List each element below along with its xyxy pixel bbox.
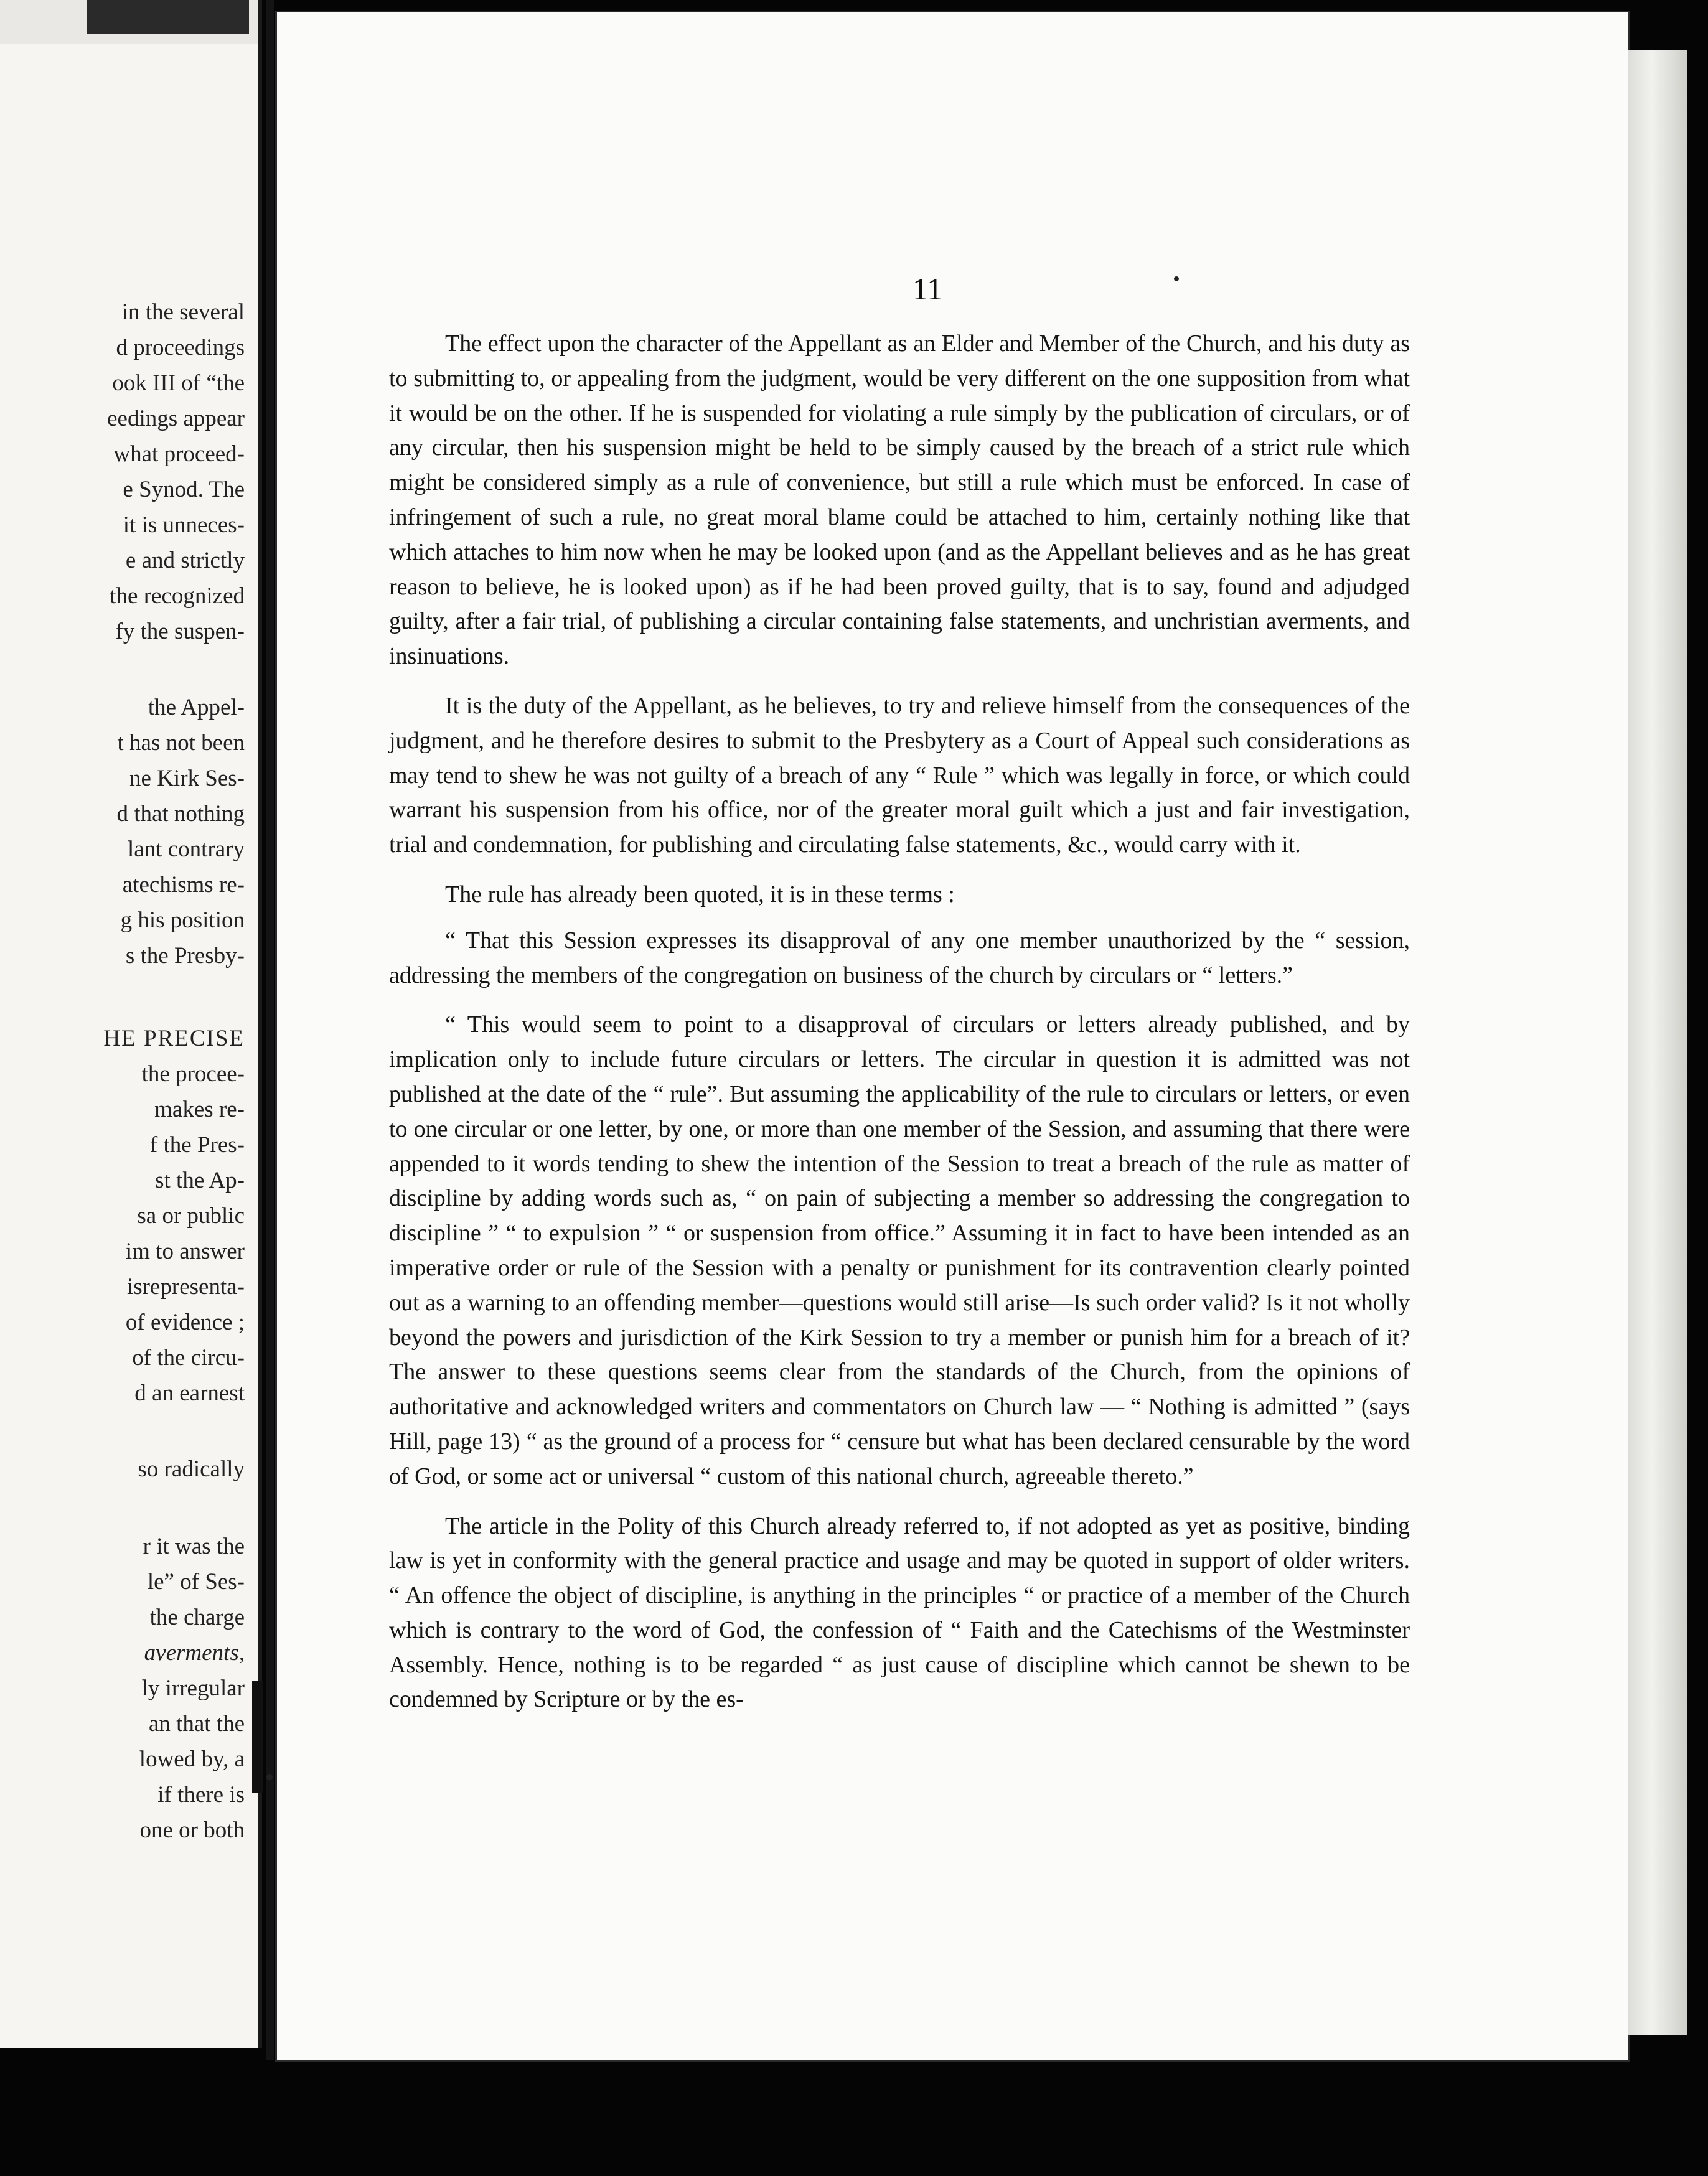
left-page-line: d proceedings: [116, 335, 245, 360]
left-page-line: ly irregular: [141, 1676, 245, 1701]
left-page-line: ook III of “the: [112, 370, 245, 396]
paragraph: The article in the Polity of this Church already referred to, if not adopted as yet as positive, binding law is yet in conformity with the general practice and usage and may be quoted in support of older writers. “ An offence the object of discipline, is anything in the principles “ or practice of a member of the Church which is contrary to the word of God, the confession of “ Faith and the Catechisms of the Westminster Assembly. Hence, nothing is to be regarded “ as just cause of discipline which cannot be shewn to be condemned by Scripture or by the es-: [389, 1512, 1410, 1713]
left-page-line: in the several: [121, 299, 245, 325]
left-page-line: the charge: [149, 1605, 245, 1630]
quoted-rule: “ That this Session expresses its disapproval of any one member unauthorized by the “ session, addressing the members of the congregation on business of the church by circulars or “ letters.”: [389, 927, 1410, 988]
left-page-line: averments,: [144, 1640, 245, 1666]
left-page-line: it is unneces-: [123, 512, 245, 538]
paragraph: The rule has already been quoted, it is in these terms :: [445, 881, 955, 907]
left-page-line: lant contrary: [128, 837, 245, 862]
speck: [1174, 276, 1179, 281]
paragraph: It is the duty of the Appellant, as he believes, to try and relieve himself from the consequences of the judgment, and he therefore desires to submit to the Presbytery as a Court of Appeal such considerations as may tend to shew he was not guilty of a breach of any “ Rule ” which was legally in force, or which could warrant his suspension from his office, nor of the greater moral guilt which a just and fair investigation, trial and condemnation, for publishing and circulating false statements, &c., would carry with it.: [389, 692, 1410, 858]
left-page-line: ne Kirk Ses-: [129, 766, 245, 791]
left-page-line: atechisms re-: [122, 872, 245, 898]
quoted-passage: “ This would seem to point to a disapproval of circulars or letters already published, and by implication only to include future circulars or letters. The circular in question it is admitted was not published at the date of the “ rule”. But assuming the applicability of the rule to circulars or letters, or even to one circular or one letter, by one, or more than one member of the Session, and assuming that there were appended to it words tending to shew the intention of the Session to treat a breach of the rule as matter of discipline by adding words such as, “ on pain of subjecting a member so addressing the congregation to discipline ” “ to expulsion ” “ or suspension from office.” Assuming it in fact to have been intended as an imperative order or rule of the Session with a penalty or punishment for its contravention clearly pointed out as a warning to an offending member—questions would still arise—Is such order valid? Is it not wholly beyond the powers and jurisdiction of the Kirk Session to try a member or punish him for a breach of it? The answer to these questions seems clear from the standards of the Church, from the opinions of authoritative and acknowledged writers and commentators on Church law — “ Nothing is admitted ” (says Hill, page 13) “ as the ground of a process for “ censure but what has been declared censurable by the word of God, or some act or universal “ custom of this national church, agreeable thereto.”: [389, 1011, 1410, 1489]
left-page-line: of the circu-: [132, 1345, 245, 1371]
left-page-line: an that the: [148, 1711, 245, 1737]
left-page-line: the procee-: [141, 1061, 245, 1087]
speck: [266, 1774, 273, 1780]
left-page-line: HE PRECISE: [103, 1026, 245, 1051]
left-page-line: le” of Ses-: [147, 1569, 245, 1595]
left-page-line: r it was the: [143, 1534, 245, 1559]
left-page-line: the recognized: [110, 583, 245, 609]
left-page-line: if there is: [157, 1782, 245, 1808]
left-page-line: d that nothing: [116, 801, 245, 827]
left-page-line: lowed by, a: [139, 1747, 245, 1772]
left-page-line: of evidence ;: [125, 1310, 245, 1335]
left-page-line: makes re-: [154, 1097, 245, 1122]
left-page-line: d an earnest: [134, 1381, 245, 1406]
paragraph: The effect upon the character of the Appellant as an Elder and Member of the Church, and his duty as to submitting to, or appealing from the judgment, would be very different on the one supposition from what it would be on the other. If he is suspended for violating a rule simply by the publication of circulars, or of any circular, then his suspension might be held to be simply caused by the breach of a strict rule which might be considered simply as a rule of convenience, but still a rule which must be enforced. In case of infringement of such a rule, no great moral blame could be attached to him, certainly nothing like that which attaches to him now when he may be looked upon (and as the Appellant believes and as he has great reason to believe, he is looked upon) as if he had been proved guilty, that is to say, found and adjudged guilty, after a fair trial, of publishing a circular containing false statements, and unchristian averments, and insinuations.: [389, 331, 1410, 670]
left-page-line: eedings appear: [107, 406, 245, 431]
top-edge-mark: [87, 0, 249, 34]
left-page-line: one or both: [139, 1817, 245, 1843]
left-page-line: t has not been: [117, 730, 245, 756]
left-page-line: fy the suspen-: [115, 619, 245, 644]
left-page-line: f the Pres-: [149, 1132, 245, 1158]
left-page-line: so radically: [138, 1456, 245, 1482]
left-page-line: sa or public: [137, 1203, 245, 1229]
left-page-line: e and strictly: [125, 548, 245, 573]
left-page-line: s the Presby-: [125, 943, 245, 968]
left-page-line: the Appel-: [148, 695, 245, 720]
page-number: 11: [912, 271, 943, 306]
left-page-line: isrepresenta-: [126, 1274, 245, 1300]
left-page-line: what proceed-: [113, 441, 245, 467]
left-page-line: st the Ap-: [155, 1168, 245, 1193]
binding-mark: [252, 1681, 263, 1793]
left-page-line: e Synod. The: [123, 477, 245, 502]
left-page-line: g his position: [120, 907, 245, 933]
left-page-line: im to answer: [125, 1239, 245, 1264]
